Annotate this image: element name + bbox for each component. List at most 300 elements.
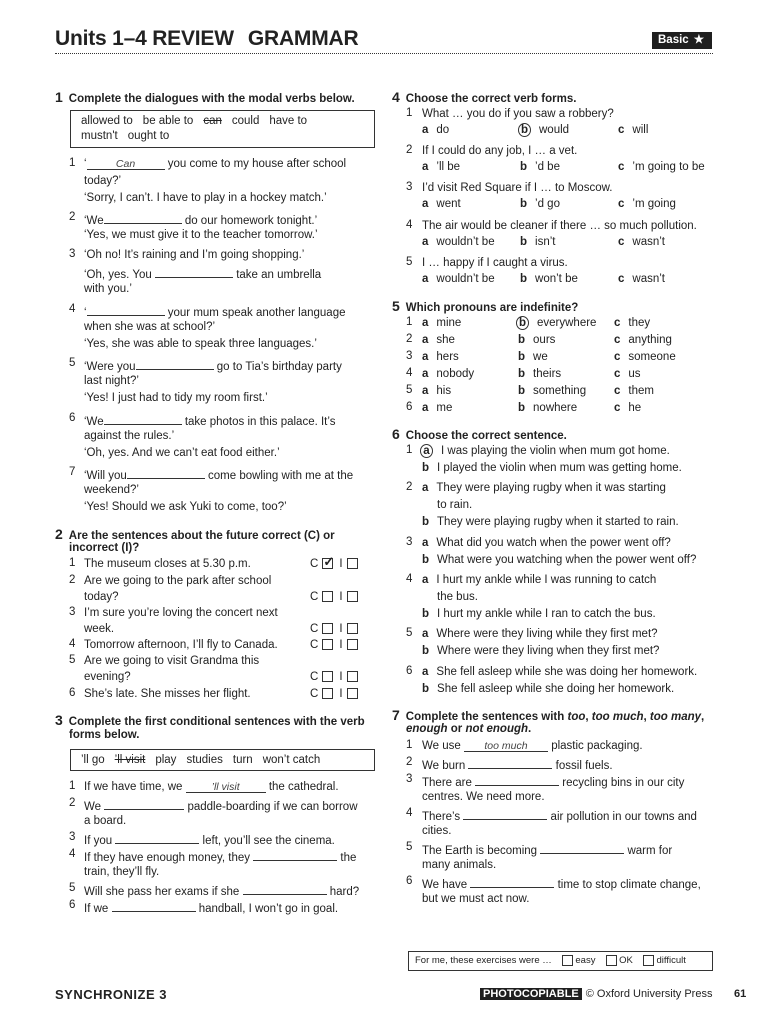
answer-blank[interactable] — [463, 807, 547, 820]
incorrect-checkbox[interactable] — [347, 639, 358, 650]
option-letter[interactable]: c — [614, 402, 621, 414]
sentence-line — [422, 824, 451, 839]
item-number: 1 — [406, 316, 413, 328]
option-letter[interactable]: a — [422, 236, 429, 248]
item-number: 2 — [406, 481, 413, 493]
option-text: ours — [533, 334, 556, 346]
ok-checkbox[interactable] — [606, 955, 617, 966]
option-text: They were playing rugby when it was starting — [436, 482, 666, 494]
text: today? — [84, 591, 119, 603]
item-number: 6 — [69, 899, 76, 911]
option-letter[interactable]: a — [422, 402, 429, 414]
option-letter[interactable]: b — [422, 683, 430, 695]
level-label: Basic — [658, 34, 689, 46]
text: go to Tia’s birthday party — [216, 361, 342, 373]
sentence-line — [422, 773, 684, 791]
option-letter[interactable]: a — [422, 482, 429, 494]
text: There’s — [422, 811, 461, 823]
answer-blank[interactable] — [475, 773, 559, 786]
text: I’m sure you’re loving the concert next — [84, 607, 278, 619]
option-c — [618, 123, 648, 138]
text: when she was at school?’ — [84, 321, 216, 333]
option-text: went — [436, 198, 461, 210]
item-number: 4 — [406, 219, 413, 231]
dialogue-line — [84, 466, 353, 484]
item-number: 2 — [406, 333, 413, 345]
easy-checkbox[interactable] — [562, 955, 573, 966]
text: The air would be cleaner if there … so much pollution. — [422, 220, 697, 232]
option-text: everywhere — [537, 317, 597, 329]
option-a-cont — [437, 590, 478, 605]
ok-label: OK — [619, 955, 633, 966]
exercise-instruction: Are the sentences about the future correct (C) or — [68, 530, 335, 542]
text: fossil fuels. — [555, 760, 613, 772]
option-b — [422, 553, 696, 568]
incorrect-checkbox[interactable] — [347, 671, 358, 682]
dialogue-line — [84, 391, 268, 406]
answer-blank[interactable] — [115, 831, 199, 844]
option-letter[interactable]: c — [614, 385, 621, 397]
item-number: 3 — [69, 831, 76, 843]
dialogue-line — [84, 265, 321, 283]
text: your mum speak another language — [167, 307, 346, 319]
dialogue-line — [84, 500, 287, 515]
text: We — [84, 801, 102, 813]
exercise-number: 5 — [392, 298, 400, 314]
item-number: 3 — [406, 181, 413, 193]
option-c — [618, 160, 705, 175]
text: If I could do any job, I … a vet. — [422, 145, 578, 157]
dialogue-line — [84, 374, 139, 389]
word-option: ’ll go — [81, 754, 105, 766]
exercise-number: 3 — [55, 712, 63, 728]
option-letter[interactable]: a — [422, 628, 429, 640]
option-letter[interactable]: a — [422, 385, 429, 397]
sentence-line — [84, 848, 356, 866]
question-line — [422, 181, 612, 196]
correct-checkbox[interactable] — [322, 671, 333, 682]
dialogue-line — [84, 157, 346, 172]
text: ‘Yes! Should we ask Yuki to come, too?’ — [84, 501, 287, 513]
statement-line — [84, 622, 114, 637]
option-letter[interactable]: c — [618, 198, 625, 210]
text: air pollution in our towns and — [550, 811, 697, 823]
exercise-number: 7 — [392, 707, 400, 723]
c-label: C — [310, 688, 319, 700]
page-title — [55, 27, 358, 51]
text: The Earth is becoming — [422, 845, 538, 857]
option-text: she — [436, 334, 455, 346]
text: against the rules.’ — [84, 430, 175, 442]
incorrect-checkbox[interactable] — [347, 558, 358, 569]
option-c — [618, 235, 665, 250]
option-letter[interactable]: b — [518, 351, 526, 363]
option-b — [422, 515, 679, 530]
option-text: ’m going to be — [632, 161, 705, 173]
answer-blank[interactable] — [104, 797, 184, 810]
item-number: 2 — [69, 211, 76, 223]
option-letter[interactable]: a — [422, 666, 429, 678]
sentence-line — [422, 807, 697, 825]
option-letter[interactable]: b — [422, 645, 430, 657]
photocopiable-badge: PHOTOCOPIABLE — [480, 988, 582, 1000]
sentence-line — [422, 841, 672, 859]
exercise-number: 2 — [55, 526, 63, 542]
option-c — [614, 316, 650, 331]
answer-blank[interactable] — [136, 357, 214, 370]
exercise-instruction — [406, 722, 531, 737]
option-text: What were you watching when the power went off? — [437, 554, 697, 566]
word-option: play — [155, 754, 177, 766]
option-letter[interactable]: a — [422, 351, 429, 363]
option-letter[interactable]: c — [618, 161, 625, 173]
correct-incorrect-choice — [310, 590, 358, 605]
sentence-line — [84, 882, 359, 900]
text: We burn — [422, 760, 466, 772]
text: time to stop climate change, — [557, 879, 701, 891]
star-icon: ★ — [693, 34, 704, 46]
option-b — [518, 384, 586, 399]
correct-checkbox[interactable] — [322, 623, 333, 634]
incorrect-checkbox[interactable] — [347, 688, 358, 699]
text: Are we going to the park after school — [84, 575, 272, 587]
sentence-line — [84, 831, 335, 849]
answer-blank[interactable] — [243, 882, 327, 895]
item-number: 4 — [69, 303, 76, 315]
option-letter[interactable]: b — [520, 236, 528, 248]
answer-blank[interactable]: ’ll visit — [186, 780, 266, 793]
item-number: 6 — [406, 401, 413, 413]
item-number: 6 — [69, 687, 76, 699]
option-letter[interactable]: b — [518, 402, 526, 414]
text: ‘Yes! I just had to tidy my room first.’ — [84, 392, 268, 404]
option-letter[interactable]: b — [518, 123, 531, 137]
keyword: enough — [406, 723, 448, 735]
text: If we have time, we — [84, 781, 183, 793]
answer-blank[interactable] — [112, 899, 196, 912]
level-badge — [652, 32, 712, 49]
correct-checkbox[interactable] — [322, 558, 333, 569]
text: What … you do if you saw a robbery? — [422, 108, 614, 120]
option-b — [422, 682, 674, 697]
option-a — [422, 235, 495, 250]
option-letter[interactable]: a — [422, 334, 429, 346]
i-label: I — [339, 591, 343, 603]
option-letter[interactable]: a — [422, 124, 429, 136]
option-c — [614, 367, 641, 382]
header-divider — [55, 53, 713, 54]
sentence-line — [84, 814, 126, 829]
text: evening? — [84, 671, 131, 683]
exercise-number: 6 — [392, 426, 400, 442]
option-text: theirs — [533, 368, 562, 380]
option-a-cont — [437, 498, 472, 513]
exercise-number: 4 — [392, 89, 400, 105]
option-a — [422, 123, 449, 138]
text: week. — [84, 623, 115, 635]
sentence-line — [84, 780, 339, 795]
exercise-instruction: Complete the first conditional sentences with the verb — [68, 716, 365, 728]
statement-line — [84, 606, 278, 621]
sentence-line — [422, 739, 643, 754]
option-letter[interactable]: b — [516, 316, 529, 330]
text: paddle-boarding if we can borrow — [187, 801, 358, 813]
option-letter[interactable]: a — [422, 273, 429, 285]
option-letter[interactable]: a — [422, 537, 429, 549]
text: come bowling with me at the — [208, 470, 354, 482]
text: If you — [84, 835, 113, 847]
keyword: too many — [649, 711, 702, 723]
item-number: 2 — [69, 574, 76, 586]
option-letter[interactable]: a — [422, 161, 429, 173]
dialogue-line — [84, 446, 280, 461]
option-letter[interactable]: b — [422, 554, 430, 566]
option-letter[interactable]: c — [614, 351, 621, 363]
page-number: 61 — [734, 988, 747, 1000]
exercise-instruction: Choose the correct verb forms. — [405, 93, 577, 105]
option-letter[interactable]: a — [422, 198, 429, 210]
c-label: C — [310, 623, 319, 635]
option-letter[interactable]: b — [422, 462, 430, 474]
option-a — [422, 481, 666, 496]
option-text: She fell asleep while she doing her homework. — [437, 683, 675, 695]
answer-blank[interactable] — [470, 875, 554, 888]
text: to rain. — [437, 499, 473, 511]
option-a — [422, 197, 461, 212]
word-option: be able to — [142, 115, 194, 127]
option-letter[interactable]: c — [614, 334, 621, 346]
option-letter[interactable]: b — [518, 368, 526, 380]
keyword: or — [450, 723, 463, 735]
option-c — [618, 272, 665, 287]
option-letter[interactable]: b — [520, 273, 528, 285]
item-number: 1 — [69, 780, 76, 792]
statement-line — [84, 638, 278, 653]
text: warm for — [627, 845, 673, 857]
answer-blank[interactable] — [104, 211, 182, 224]
word-option: can — [203, 115, 222, 127]
statement-line — [84, 574, 271, 589]
option-a — [422, 665, 697, 680]
option-text: wouldn’t be — [436, 236, 495, 248]
correct-checkbox[interactable] — [322, 688, 333, 699]
text: ‘We — [84, 416, 104, 428]
word-option: turn — [232, 754, 253, 766]
option-b — [422, 461, 682, 476]
text: the bus. — [437, 591, 478, 603]
exercise-instruction — [69, 728, 140, 743]
option-letter[interactable]: c — [614, 317, 621, 329]
item-number: 3 — [406, 536, 413, 548]
text: train, they’ll fly. — [84, 866, 160, 878]
answer-blank[interactable] — [87, 303, 165, 316]
option-letter[interactable]: c — [614, 368, 621, 380]
dialogue-line — [84, 337, 317, 352]
text: If they have enough money, they — [84, 852, 251, 864]
dialogue-line — [84, 211, 317, 229]
option-b — [520, 197, 560, 212]
text: incorrect (I)? — [69, 542, 140, 554]
text: take photos in this palace. It’s — [184, 416, 336, 428]
option-text: mine — [436, 317, 462, 329]
exercise-2-header — [55, 526, 335, 542]
dialogue-line — [84, 191, 327, 206]
correct-incorrect-choice — [310, 622, 358, 637]
item-number: 6 — [406, 665, 413, 677]
option-text: nowhere — [533, 402, 578, 414]
option-text: wouldn’t be — [436, 273, 495, 285]
option-letter[interactable]: c — [618, 236, 625, 248]
item-number: 5 — [406, 384, 413, 396]
text: ‘We — [84, 215, 104, 227]
question-line — [422, 256, 568, 271]
text: many animals. — [422, 859, 497, 871]
option-letter[interactable]: b — [520, 161, 528, 173]
word-option: ’ll visit — [114, 754, 146, 766]
option-text: us — [628, 368, 641, 380]
text: I’d visit Red Square if I … to Moscow. — [422, 182, 613, 194]
dialogue-line — [84, 282, 132, 297]
section-title: GRAMMAR — [247, 27, 359, 50]
item-number: 2 — [406, 756, 413, 768]
option-a — [422, 444, 670, 459]
keyword: too — [567, 711, 586, 723]
answer-blank[interactable]: too much — [464, 739, 548, 752]
question-line — [422, 219, 697, 234]
option-b — [518, 316, 596, 331]
option-letter[interactable]: a — [422, 317, 429, 329]
word-option: allowed to — [81, 115, 133, 127]
option-b — [518, 333, 555, 348]
sentence-line — [422, 790, 545, 805]
keyword: too much — [591, 711, 644, 723]
review-title: Units 1–4 REVIEW — [55, 27, 234, 50]
option-letter[interactable]: a — [420, 444, 433, 458]
answer-blank[interactable] — [127, 466, 205, 479]
text: We have — [422, 879, 468, 891]
text: ‘Sorry, I can’t. I have to play in a hockey match.’ — [84, 192, 327, 204]
option-b — [520, 272, 578, 287]
item-number: 2 — [69, 797, 76, 809]
option-text: they — [628, 317, 651, 329]
text: ‘ — [84, 307, 87, 319]
option-letter[interactable]: b — [520, 198, 528, 210]
option-text: What did you watch when the power went off? — [436, 537, 671, 549]
incorrect-checkbox[interactable] — [347, 591, 358, 602]
item-number: 3 — [406, 350, 413, 362]
option-a — [422, 350, 459, 365]
keyword: not enough — [465, 723, 529, 735]
correct-checkbox[interactable] — [322, 591, 333, 602]
item-number: 1 — [406, 107, 413, 119]
answer-blank[interactable] — [540, 841, 624, 854]
item-number: 4 — [406, 807, 413, 819]
correct-incorrect-choice — [310, 687, 358, 702]
text: plastic packaging. — [551, 740, 643, 752]
option-letter[interactable]: b — [422, 608, 430, 620]
answer-blank[interactable] — [468, 756, 552, 769]
statement-line — [84, 670, 131, 685]
easy-label: easy — [575, 955, 596, 966]
text: I … happy if I caught a virus. — [422, 257, 568, 269]
text: ‘Oh, yes. You — [84, 269, 152, 281]
option-letter[interactable]: c — [618, 124, 625, 136]
dialogue-line — [84, 483, 139, 498]
option-a — [422, 333, 455, 348]
option-text: ’d go — [535, 198, 560, 210]
option-text: They were playing rugby when it started to rain. — [437, 516, 679, 528]
answer-blank[interactable] — [253, 848, 337, 861]
option-letter[interactable]: b — [518, 385, 526, 397]
correct-incorrect-choice — [310, 670, 358, 685]
dialogue-line — [84, 248, 304, 263]
exercise-4-header — [392, 89, 576, 105]
option-letter[interactable]: a — [422, 574, 429, 586]
option-c — [614, 350, 676, 365]
option-text: anything — [628, 334, 672, 346]
item-number: 1 — [69, 157, 76, 169]
option-letter[interactable]: b — [422, 516, 430, 528]
answer-blank[interactable] — [104, 412, 182, 425]
option-text: will — [632, 124, 649, 136]
text: handball, I won’t go in goal. — [198, 903, 339, 915]
option-text: Where were they living while they first met? — [436, 628, 658, 640]
option-text: isn’t — [535, 236, 556, 248]
exercise-6-header — [392, 426, 567, 442]
word-option: ought to — [127, 130, 170, 142]
item-number: 1 — [69, 557, 76, 569]
option-text: we — [533, 351, 548, 363]
option-letter[interactable]: b — [518, 334, 526, 346]
text: with you.’ — [84, 283, 132, 295]
correct-checkbox[interactable] — [322, 639, 333, 650]
answer-blank[interactable]: Can — [87, 157, 165, 170]
text: ‘Oh, yes. And we can’t eat food either.’ — [84, 447, 280, 459]
exercise-5-header — [392, 298, 578, 314]
option-text: do — [436, 124, 450, 136]
text: If we — [84, 903, 109, 915]
incorrect-checkbox[interactable] — [347, 623, 358, 634]
item-number: 4 — [69, 638, 76, 650]
option-text: I was playing the violin when mum got home. — [441, 445, 670, 457]
i-label: I — [339, 558, 343, 570]
item-number: 2 — [406, 144, 413, 156]
text: We use — [422, 740, 461, 752]
option-text: them — [628, 385, 654, 397]
word-option: have to — [269, 115, 308, 127]
c-label: C — [310, 671, 319, 683]
option-b — [520, 235, 555, 250]
difficult-checkbox[interactable] — [643, 955, 654, 966]
text: take an umbrella — [236, 269, 322, 281]
item-number: 4 — [406, 367, 413, 379]
item-number: 3 — [406, 773, 413, 785]
option-b — [422, 607, 656, 622]
option-text: me — [436, 402, 453, 414]
option-b — [520, 123, 569, 138]
c-label: C — [310, 558, 319, 570]
statement-line — [84, 654, 259, 669]
exercise-1-header — [55, 89, 355, 105]
i-label: I — [339, 671, 343, 683]
text: ‘Were you — [84, 361, 136, 373]
text: the cathedral. — [268, 781, 339, 793]
answer-blank[interactable] — [155, 265, 233, 278]
option-letter[interactable]: c — [618, 273, 625, 285]
correct-incorrect-choice — [310, 557, 358, 572]
sentence-line — [84, 865, 159, 880]
option-letter[interactable]: a — [422, 368, 429, 380]
